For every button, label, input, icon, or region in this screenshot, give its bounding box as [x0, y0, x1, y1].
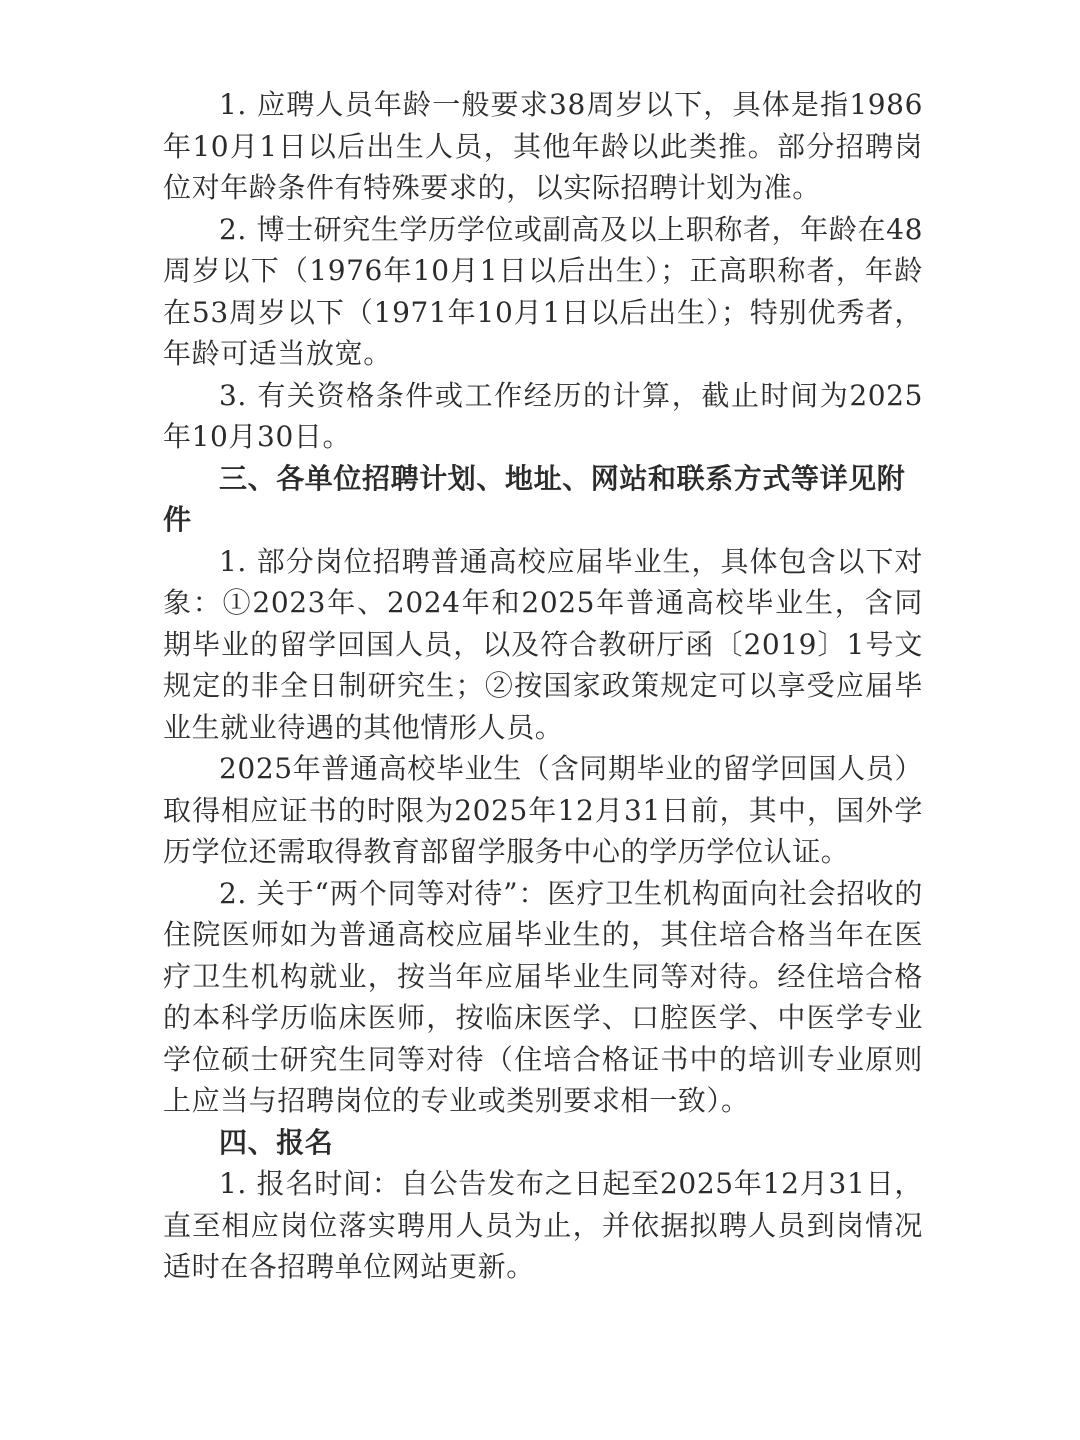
certificate-deadline-paragraph: 2025年普通高校毕业生（含同期毕业的留学回国人员）取得相应证书的时限为2025年12月31日前，其中，国外学历学位还需取得教育部留学服务中心的学历学位认证。	[163, 752, 923, 868]
doctoral-age-paragraph: 2. 博士研究生学历学位或副高及以上职称者，年龄在48周岁以下（1976年10月1日以后出生）；正高职称者，年龄在53周岁以下（1971年10月1日以后出生）；特别优秀者，年龄可适当放宽。	[163, 212, 923, 370]
equal-treatment-paragraph: 2. 关于“两个同等对待”：医疗卫生机构面向社会招收的住院医师如为普通高校应届毕业生的，其住培合格当年在医疗卫生机构就业，按当年应届毕业生同等对待。经住培合格的本科学历临床医师，按临床医学、口腔医学、中医学专业学位硕士研究生同等对待（住培合格证书中的培训专业原则上应当与招聘岗位的专业或类别要求相一致）。	[163, 876, 923, 1117]
section-heading-three: 三、各单位招聘计划、地址、网站和联系方式等详见附件	[163, 461, 906, 536]
deadline-paragraph: 3. 有关资格条件或工作经历的计算，截止时间为2025年10月30日。	[163, 378, 923, 453]
graduates-definition-paragraph: 1. 部分岗位招聘普通高校应届毕业生，具体包含以下对象：①2023年、2024年和2025年普通高校毕业生，含同期毕业的留学回国人员，以及符合教研厅函〔2019〕1号文规定的非全日制研究生；②按国家政策规定可以享受应届毕业生就业待遇的其他情形人员。	[163, 544, 923, 744]
age-requirement-paragraph: 1. 应聘人员年龄一般要求38周岁以下，具体是指1986年10月1日以后出生人员，其他年龄以此类推。部分招聘岗位对年龄条件有特殊要求的，以实际招聘计划为准。	[163, 88, 923, 204]
document-body	[163, 84, 923, 1288]
registration-time-paragraph: 1. 报名时间：自公告发布之日起至2025年12月31日，直至相应岗位落实聘用人员为止，并依据拟聘人员到岗情况适时在各招聘单位网站更新。	[163, 1167, 923, 1283]
section-heading-four: 四、报名	[219, 1125, 334, 1159]
